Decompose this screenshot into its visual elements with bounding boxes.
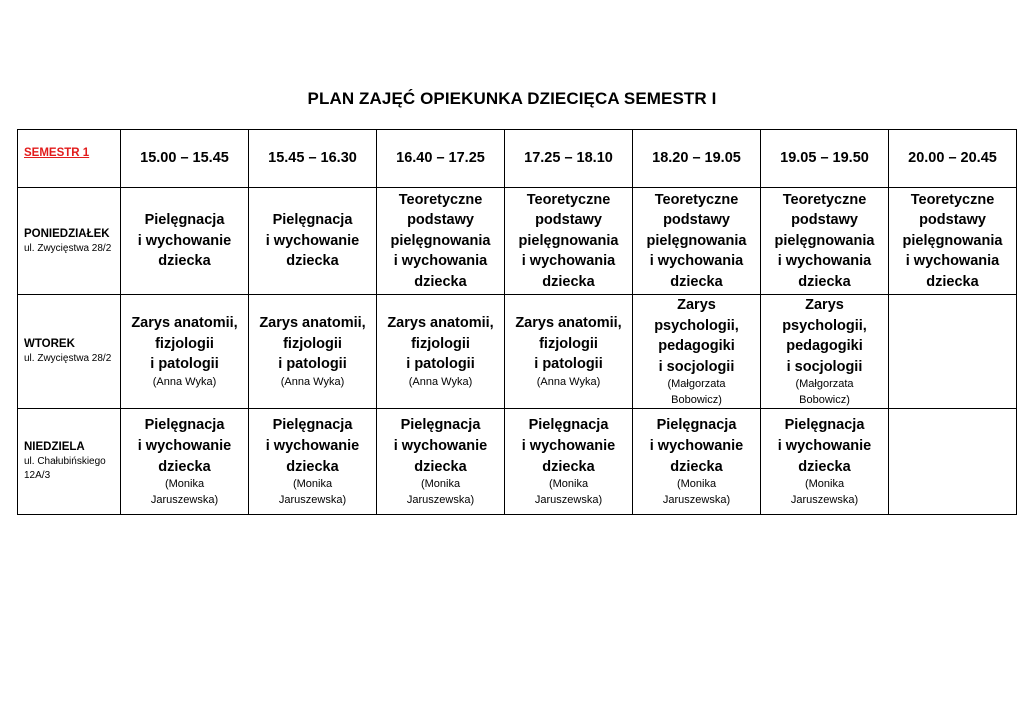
subject-name: Zarys anatomii, fizjologii i patologii	[515, 315, 622, 373]
class-cell	[761, 295, 889, 409]
class-cell	[121, 188, 249, 295]
header-row	[18, 130, 1017, 188]
time-slot-header	[889, 130, 1017, 188]
class-cell	[249, 295, 377, 409]
day-name: WTOREK	[24, 338, 75, 351]
subject-name: Zarys anatomii, fizjologii i patologii	[131, 315, 238, 373]
subject-name: Pielęgnacja i wychowanie dziecka	[521, 417, 616, 475]
day-address: ul. Zwycięstwa 28/2	[24, 353, 112, 365]
class-cell	[505, 188, 633, 295]
time-slot-label: 15.45 – 16.30	[268, 150, 357, 167]
class-cell	[761, 409, 889, 515]
class-cell	[377, 188, 505, 295]
class-cell	[249, 188, 377, 295]
subject-name: Pielęgnacja i wychowanie dziecka	[777, 417, 872, 475]
time-slot-label: 16.40 – 17.25	[396, 150, 485, 167]
subject-name: Teoretyczne podstawy pielęgnowania i wychowania dziecka	[774, 191, 875, 290]
semester-cell	[18, 130, 121, 188]
subject-name: Pielęgnacja i wychowanie dziecka	[265, 212, 360, 270]
subject-name: Zarys psychologii, pedagogiki i socjologii	[782, 297, 867, 375]
day-name: PONIEDZIAŁEK	[24, 227, 110, 240]
time-slot-label: 17.25 – 18.10	[524, 150, 613, 167]
day-row-tuesday	[18, 295, 1017, 409]
time-slot-header	[121, 130, 249, 188]
subject-name: Teoretyczne podstawy pielęgnowania i wychowania dziecka	[518, 191, 619, 290]
time-slot-label: 18.20 – 19.05	[652, 150, 741, 167]
class-cell	[633, 188, 761, 295]
subject-name: Pielęgnacja i wychowanie dziecka	[393, 417, 488, 475]
teacher-name: (Monika Jaruszewska)	[150, 478, 219, 506]
time-slot-label: 15.00 – 15.45	[140, 150, 229, 167]
teacher-name: (Anna Wyka)	[280, 375, 345, 388]
subject-name: Pielęgnacja i wychowanie dziecka	[649, 417, 744, 475]
teacher-name: (Monika Jaruszewska)	[790, 478, 859, 506]
time-slot-header	[377, 130, 505, 188]
teacher-name: (Monika Jaruszewska)	[278, 478, 347, 506]
day-cell	[18, 188, 121, 295]
day-name: NIEDZIELA	[24, 441, 85, 454]
day-address: ul. Zwycięstwa 28/2	[24, 242, 112, 254]
subject-name: Zarys anatomii, fizjologii i patologii	[387, 315, 494, 373]
subject-name: Zarys psychologii, pedagogiki i socjologii	[654, 297, 739, 375]
teacher-name: (Monika Jaruszewska)	[406, 478, 475, 506]
time-slot-header	[633, 130, 761, 188]
subject-name: Pielęgnacja i wychowanie dziecka	[137, 212, 232, 270]
time-slot-header	[761, 130, 889, 188]
semester-label: SEMESTR 1	[24, 146, 90, 159]
schedule-table	[17, 129, 1017, 515]
time-slot-label: 19.05 – 19.50	[780, 150, 869, 167]
teacher-name: (Anna Wyka)	[408, 375, 473, 388]
day-row-sunday	[18, 409, 1017, 515]
day-address: ul. Chałubińskiego 12A/3	[24, 456, 106, 482]
time-slot-header	[249, 130, 377, 188]
teacher-name: (Anna Wyka)	[152, 375, 217, 388]
class-cell	[121, 409, 249, 515]
subject-name: Teoretyczne podstawy pielęgnowania i wychowania dziecka	[902, 191, 1003, 290]
subject-name: Zarys anatomii, fizjologii i patologii	[259, 315, 366, 373]
subject-name: Pielęgnacja i wychowanie dziecka	[265, 417, 360, 475]
class-cell	[633, 409, 761, 515]
class-cell	[377, 409, 505, 515]
day-cell	[18, 409, 121, 515]
teacher-name: (Anna Wyka)	[536, 375, 601, 388]
class-cell	[249, 409, 377, 515]
teacher-name: (Małgorzata Bobowicz)	[795, 378, 854, 406]
class-cell	[633, 295, 761, 409]
subject-name: Teoretyczne podstawy pielęgnowania i wychowania dziecka	[646, 191, 747, 290]
day-row-monday	[18, 188, 1017, 295]
time-slot-header	[505, 130, 633, 188]
class-cell	[121, 295, 249, 409]
class-cell	[761, 188, 889, 295]
subject-name: Pielęgnacja i wychowanie dziecka	[137, 417, 232, 475]
subject-name: Teoretyczne podstawy pielęgnowania i wychowania dziecka	[390, 191, 491, 290]
class-cell	[377, 295, 505, 409]
teacher-name: (Monika Jaruszewska)	[534, 478, 603, 506]
day-cell	[18, 295, 121, 409]
class-cell	[889, 188, 1017, 295]
time-slot-label: 20.00 – 20.45	[908, 150, 997, 167]
class-cell	[505, 409, 633, 515]
teacher-name: (Monika Jaruszewska)	[662, 478, 731, 506]
class-cell	[505, 295, 633, 409]
empty-cell	[889, 409, 1017, 515]
page-title: PLAN ZAJĘĆ OPIEKUNKA DZIECIĘCA SEMESTR I	[307, 89, 717, 108]
empty-cell	[889, 295, 1017, 409]
teacher-name: (Małgorzata Bobowicz)	[667, 378, 726, 406]
